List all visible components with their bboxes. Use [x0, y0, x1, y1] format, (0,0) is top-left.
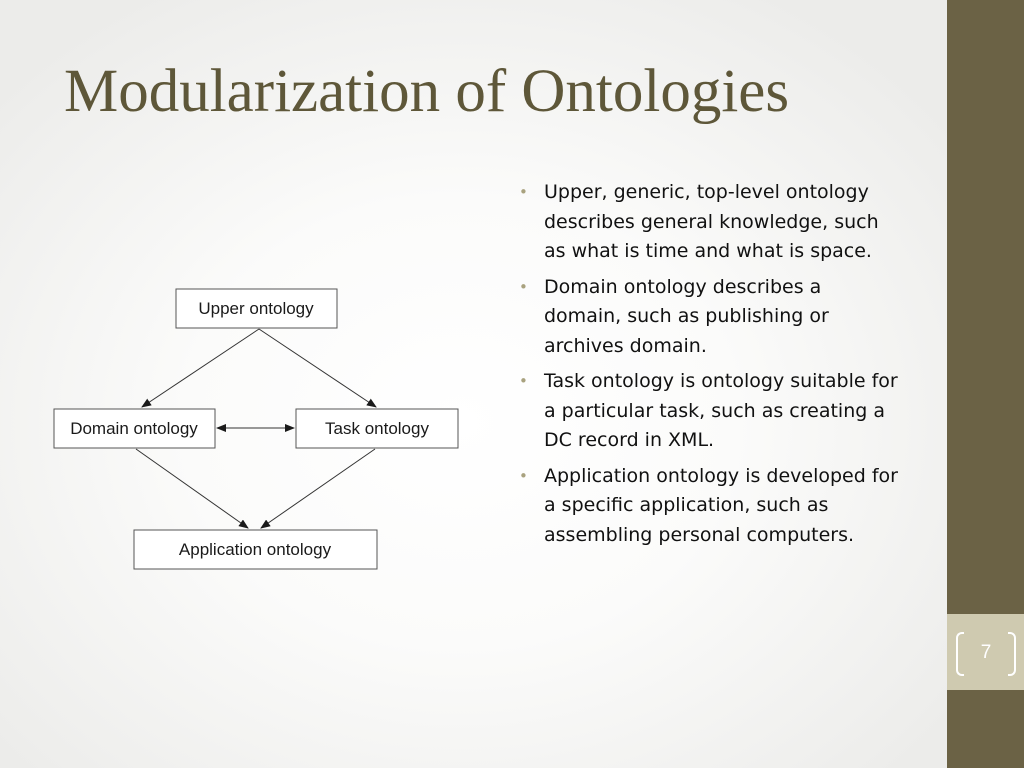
- node-upper-ontology: [176, 289, 337, 328]
- bullet-item: [519, 273, 899, 362]
- node-domain-label: Domain ontology: [70, 419, 198, 438]
- edge-upper-to-domain: [142, 329, 259, 407]
- ontology-diagram: [50, 280, 470, 580]
- bullet-text: Application ontology is developed for a specific application, such as assembling personal computers.: [544, 464, 898, 546]
- bullet-text: Upper, generic, top-level ontology describes general knowledge, such as what is time and what is space.: [544, 181, 879, 262]
- node-task-label: Task ontology: [325, 419, 429, 438]
- page-number: 7: [980, 642, 992, 663]
- bullet-list: [519, 178, 899, 556]
- page-number-left-bracket: [956, 632, 964, 676]
- node-task-ontology: [296, 409, 458, 448]
- edge-task-to-application: [261, 449, 375, 528]
- bullet-marker-icon: •: [519, 183, 528, 201]
- bullet-marker-icon: •: [519, 372, 528, 390]
- slide-title: Modularization of Ontologies: [64, 58, 790, 125]
- node-upper-label: Upper ontology: [198, 299, 314, 318]
- bullet-text: Domain ontology describes a domain, such as publishing or archives domain.: [544, 275, 829, 357]
- bullet-item: [519, 178, 899, 267]
- bullet-marker-icon: •: [519, 277, 528, 296]
- node-domain-ontology: [54, 409, 215, 448]
- edge-domain-to-application: [136, 449, 248, 528]
- page-number-right-bracket: [1008, 632, 1016, 676]
- bullet-text: Task ontology is ontology suitable for a particular task, such as creating a DC record in XML.: [544, 370, 898, 451]
- bullet-marker-icon: •: [519, 466, 528, 485]
- bullet-item: [519, 462, 899, 551]
- edge-upper-to-task: [259, 329, 376, 407]
- node-application-label: Application ontology: [178, 540, 332, 559]
- bullet-item: [519, 367, 899, 456]
- node-application-ontology: [134, 530, 377, 569]
